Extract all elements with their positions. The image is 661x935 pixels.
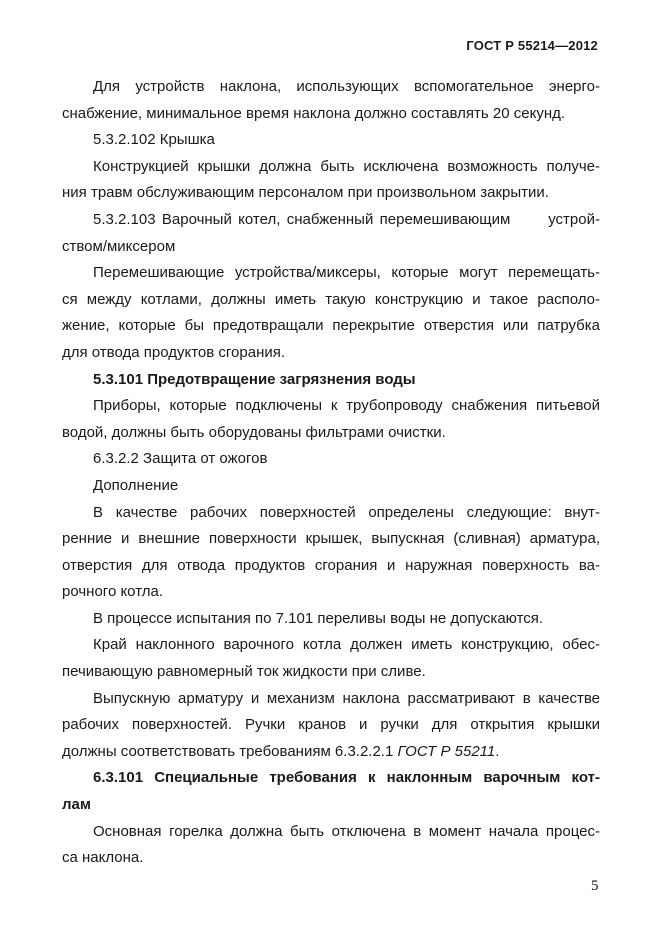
paragraph-mixer bbox=[62, 260, 600, 366]
text-line: 5.3.2.103 Варочный котел, снабженный перемешивающим устрой- bbox=[93, 210, 600, 228]
section-heading-water-contamination bbox=[62, 367, 600, 394]
text-line: са наклона. bbox=[62, 849, 144, 867]
text-line: для отвода продуктов сгорания. bbox=[62, 343, 286, 361]
text-line: рабочих поверхностей. Ручки кранов и ручки для открытия крышки bbox=[62, 716, 600, 734]
text-line: В качестве рабочих поверхностей определены следующие: внут- bbox=[93, 503, 600, 521]
paragraph-water-filters bbox=[62, 393, 600, 446]
text-line: отверстия для отвода продуктов сгорания и наружная поверхность ва- bbox=[62, 556, 600, 574]
text-line: ся между котлами, должны иметь такую конструкцию и такое располо- bbox=[62, 290, 600, 308]
section-heading-burn-protection bbox=[62, 446, 600, 473]
text-line: лам bbox=[62, 796, 91, 814]
paragraph-tilt-energy bbox=[62, 74, 600, 127]
paragraph-kettle-edge bbox=[62, 632, 600, 685]
text-line: 6.3.2.2 Защита от ожогов bbox=[93, 450, 268, 468]
section-heading-lid bbox=[62, 127, 600, 154]
section-heading-tilting-kettles bbox=[62, 765, 600, 818]
paragraph-main-burner bbox=[62, 819, 600, 872]
text-line: снабжение, минимальное время наклона должно составлять 20 секунд. bbox=[62, 104, 566, 122]
document-body bbox=[62, 74, 600, 872]
paragraph-overflow bbox=[62, 606, 600, 633]
document-code: ГОСТ Р 55214—2012 bbox=[466, 38, 598, 53]
text-run: должны соответствовать требованиям 6.3.2.2.1 bbox=[62, 742, 398, 760]
text-line: Край наклонного варочного котла должен иметь конструкцию, обес- bbox=[93, 636, 600, 654]
text-line: Выпускную арматуру и механизм наклона рассматривают в качестве bbox=[93, 689, 600, 707]
paragraph-outlet-fittings bbox=[62, 686, 600, 766]
text-line: Для устройств наклона, использующих вспомогательное энерго- bbox=[93, 78, 600, 95]
text-line: Приборы, которые подключены к трубопроводу снабжения питьевой bbox=[93, 397, 600, 415]
text-line: 6.3.101 Специальные требования к наклонным варочным кот- bbox=[93, 769, 600, 787]
text-line bbox=[62, 739, 600, 766]
text-line: рочного котла. bbox=[62, 583, 163, 601]
text-line: жение, которые бы предотвращали перекрытие отверстия или патрубка bbox=[62, 317, 600, 335]
text-line: ренние и внешние поверхности крышек, выпускная (сливная) арматура, bbox=[62, 530, 600, 548]
text-line: 5.3.2.102 Крышка bbox=[93, 131, 215, 149]
text-line: водой, должны быть оборудованы фильтрами очистки. bbox=[62, 423, 446, 441]
text-line: Основная горелка должна быть отключена в момент начала процес- bbox=[93, 822, 600, 840]
text-line: ством/миксером bbox=[62, 237, 176, 255]
text-line: печивающую равномерный ток жидкости при сливе. bbox=[62, 663, 426, 681]
paragraph-work-surfaces bbox=[62, 500, 600, 606]
text-run: . bbox=[495, 742, 500, 760]
section-heading-mixer bbox=[62, 207, 600, 260]
page-number: 5 bbox=[591, 878, 599, 894]
text-line: Дополнение bbox=[93, 476, 179, 494]
addition-label bbox=[62, 473, 600, 500]
text-line: Перемешивающие устройства/миксеры, которые могут перемещать- bbox=[93, 264, 600, 282]
standard-reference: ГОСТ Р 55211 bbox=[397, 742, 496, 760]
text-line: ния травм обслуживающим персоналом при произвольном закрытии. bbox=[62, 184, 549, 202]
text-line: Конструкцией крышки должна быть исключена возможность получе- bbox=[93, 157, 600, 175]
text-line: 5.3.101 Предотвращение загрязнения воды bbox=[93, 370, 416, 388]
paragraph-lid bbox=[62, 154, 600, 207]
text-line: В процессе испытания по 7.101 переливы воды не допускаются. bbox=[93, 609, 544, 627]
